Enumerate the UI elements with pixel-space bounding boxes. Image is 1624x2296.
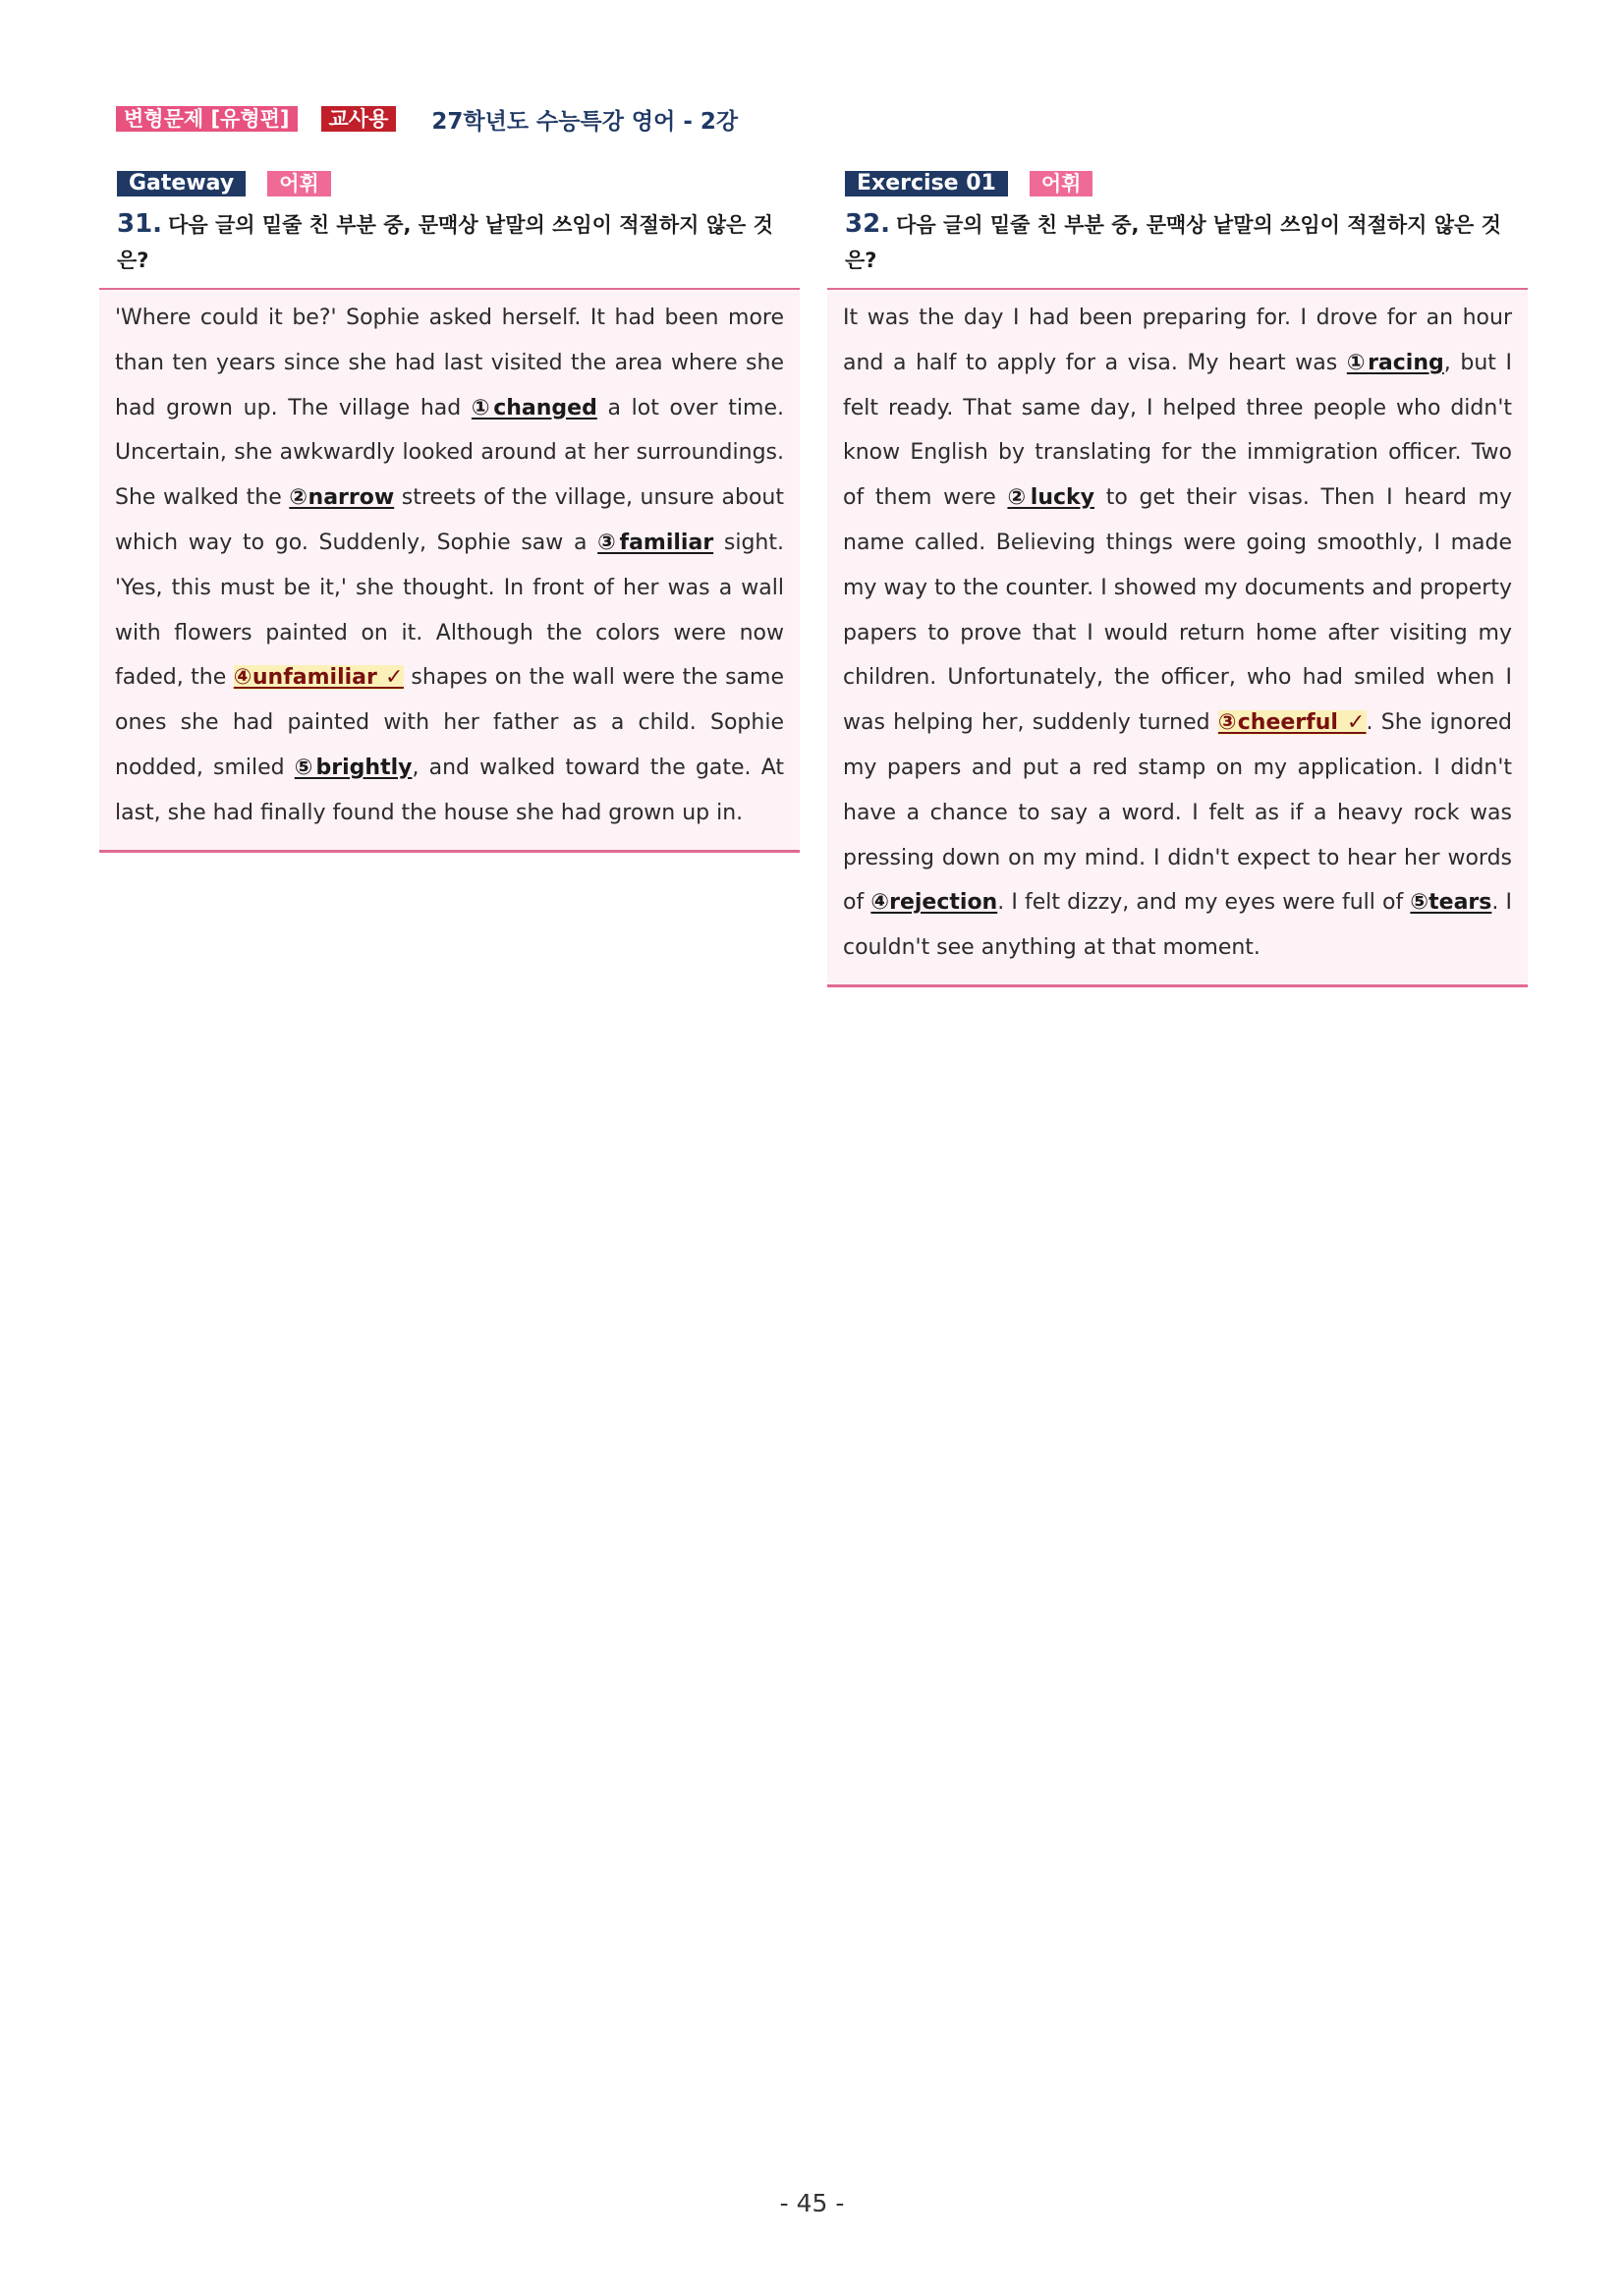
question-labels <box>117 171 800 196</box>
answer-choice-3: ③cheerful ✓ <box>1217 710 1367 736</box>
passage-segment: It was the day I had been preparing for. I drove for an hour and a half to apply for a visa. My heart was <box>843 306 1512 375</box>
question-number: 32. <box>845 209 891 239</box>
underlined-choice-1: ①changed <box>471 395 597 420</box>
passage-segment: , and walked toward the gate. At last, she had finally found the house she had grown up in. <box>115 755 784 825</box>
question-31-column <box>99 171 800 853</box>
underlined-choice-2: ②lucky <box>1007 485 1095 511</box>
passage-segment: . I couldn't see anything at that moment. <box>843 890 1512 961</box>
question-prompt <box>845 206 1510 278</box>
passage-segment: , but I felt ready. That same day, I helped three people who didn't know English by translating for the immigration officer. Two of them were <box>843 350 1512 511</box>
page-header <box>116 104 738 134</box>
type-label: 어휘 <box>1030 171 1093 196</box>
question-text: 다음 글의 밑줄 친 부분 중, 문맥상 낱말의 쓰임이 적절하지 않은 것은? <box>845 213 1501 272</box>
document-title: 27학년도 수능특강 영어 - 2강 <box>431 108 739 135</box>
passage-segment: streets of the village, unsure about which way to go. Suddenly, Sophie saw a <box>115 485 784 555</box>
question-prompt <box>117 206 782 278</box>
passage-segment: a lot over time. Uncertain, she awkwardly looked around at her surroundings. She walked the <box>115 395 784 511</box>
question-32-column <box>827 171 1528 987</box>
passage-text <box>115 296 784 836</box>
question-labels <box>845 171 1528 196</box>
underlined-choice-4: ④rejection <box>870 890 998 916</box>
passage-text <box>843 296 1512 971</box>
passage-segment: . She ignored my papers and put a red stamp on my application. I didn't have a chance to say a word. I felt as if a heavy rock was pressing down on my mind. I didn't expect to hear her words of <box>843 710 1512 916</box>
question-number: 31. <box>117 209 163 239</box>
teacher-tag: 교사용 <box>321 106 397 132</box>
question-text: 다음 글의 밑줄 친 부분 중, 문맥상 낱말의 쓰임이 적절하지 않은 것은? <box>117 213 773 272</box>
passage-segment: shapes on the wall were the same ones she had painted with her father as a child. Sophie nodded, smiled <box>115 665 785 780</box>
underlined-choice-3: ③familiar <box>597 530 714 555</box>
underlined-choice-1: ①racing <box>1346 350 1444 375</box>
passage-box <box>99 288 800 853</box>
category-tag: 변형문제 [유형편] <box>116 106 298 132</box>
type-label: 어휘 <box>267 171 331 196</box>
page-number: - 45 - <box>779 2189 845 2217</box>
underlined-choice-5: ⑤tears <box>1410 890 1492 916</box>
answer-choice-4: ④unfamiliar ✓ <box>233 665 404 691</box>
passage-segment: 'Where could it be?' Sophie asked herself. It had been more than ten years since she had last visited the area where she had grown up. The village had <box>115 306 784 420</box>
passage-segment: . I felt dizzy, and my eyes were full of <box>997 890 1411 916</box>
passage-box <box>827 288 1528 987</box>
underlined-choice-5: ⑤brightly <box>294 755 413 780</box>
section-label: Gateway <box>117 171 246 196</box>
section-label: Exercise 01 <box>845 171 1008 196</box>
passage-segment: sight. 'Yes, this must be it,' she thought. In front of her was a wall with flowers painted on it. Although the colors were now faded, the <box>115 530 784 691</box>
passage-segment: to get their visas. Then I heard my name called. Believing things were going smoothly, I made my way to the counter. I showed my documents and property papers to prove that I would return home after visiting my children. Unfortunately, the officer, who had smiled when I was helping her, suddenly turned <box>843 485 1512 736</box>
underlined-choice-2: ②narrow <box>289 485 395 511</box>
